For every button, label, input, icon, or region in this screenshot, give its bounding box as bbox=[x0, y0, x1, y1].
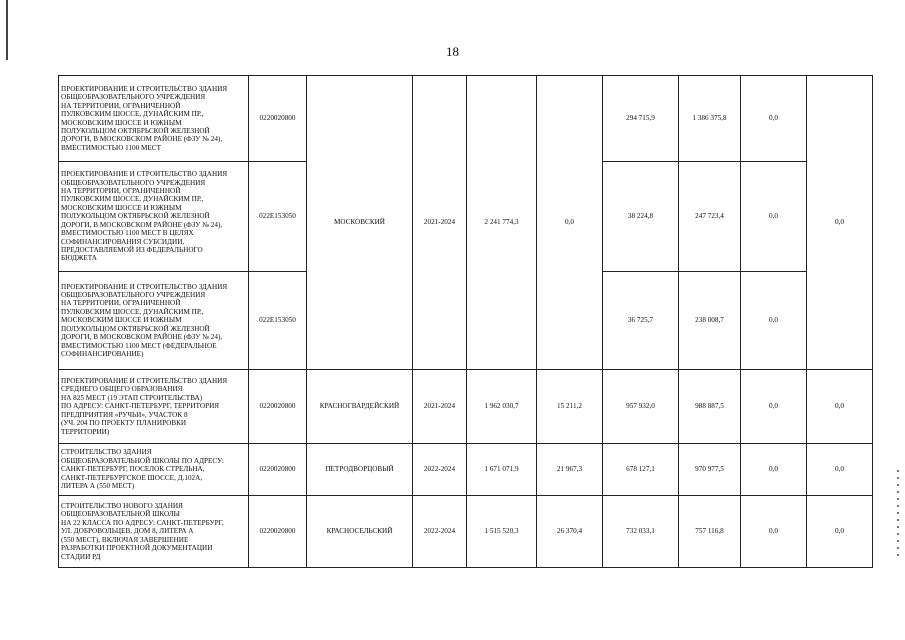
object-name-cell: ПРОЕКТИРОВАНИЕ И СТРОИТЕЛЬСТВО ЗДАНИЯ ОБЩЕОБРАЗОВАТЕЛЬНОГО УЧРЕЖДЕНИЯ НА ТЕРРИТОРИИ, ОГРАНИЧЕННОЙ ПУЛКОВСКИМ ШОССЕ, ДУНАЙСКИМ ПР., МОСКОВСКИМ ШОССЕ И ЮЖНЫМ ПОЛУКОЛЬЦОМ ОКТЯБРЬСКОЙ ЖЕЛЕЗНОЙ ДОРОГИ, В МОСКОВСКОМ РАЙОНЕ (ФЗУ № 24), ВМЕСТИМОСТЬЮ 1100 МЕСТ В ЦЕЛЯХ СОФИНАНСИРОВАНИЯ СУБСИДИИ, ПРЕДОСТАВЛЯЕМОЙ ИЗ ФЕДЕРАЛЬНОГО БЮДЖЕТА bbox=[59, 162, 249, 272]
after-period-cell: 0,0 bbox=[807, 370, 873, 444]
table-row bbox=[59, 444, 873, 496]
prior-funding-cell: 21 967,3 bbox=[537, 444, 603, 496]
year2-cell: 1 386 375,8 bbox=[679, 76, 741, 162]
year3-cell: 0,0 bbox=[741, 272, 807, 370]
district-cell: ПЕТРОДВОРЦОВЫЙ bbox=[307, 444, 413, 496]
total-cost-cell: 1 671 071,9 bbox=[467, 444, 537, 496]
year2-cell: 247 723,4 bbox=[679, 162, 741, 272]
object-name-cell: ПРОЕКТИРОВАНИЕ И СТРОИТЕЛЬСТВО ЗДАНИЯ ОБЩЕОБРАЗОВАТЕЛЬНОГО УЧРЕЖДЕНИЯ НА ТЕРРИТОРИИ, ОГРАНИЧЕННОЙ ПУЛКОВСКИМ ШОССЕ, ДУНАЙСКИМ ПР., МОСКОВСКИМ ШОССЕ И ЮЖНЫМ ПОЛУКОЛЬЦОМ ОКТЯБРЬСКОЙ ЖЕЛЕЗНОЙ ДОРОГИ, В МОСКОВСКОМ РАЙОНЕ (ФЗУ № 24), ВМЕСТИМОСТЬЮ 1100 МЕСТ bbox=[59, 76, 249, 162]
year3-cell: 0,0 bbox=[741, 444, 807, 496]
year1-cell: 38 224,8 bbox=[603, 162, 679, 272]
period-cell: 2021-2024 bbox=[413, 76, 467, 370]
after-period-cell: 0,0 bbox=[807, 496, 873, 568]
budget-code-cell: 0220020800 bbox=[249, 444, 307, 496]
budget-code-cell: 022E153050 bbox=[249, 162, 307, 272]
budget-code-cell: 022E153050 bbox=[249, 272, 307, 370]
prior-funding-cell: 15 211,2 bbox=[537, 370, 603, 444]
district-cell: КРАСНОСЕЛЬСКИЙ bbox=[307, 496, 413, 568]
total-cost-cell: 1 962 030,7 bbox=[467, 370, 537, 444]
period-cell: 2021-2024 bbox=[413, 370, 467, 444]
table-row bbox=[59, 76, 873, 162]
period-cell: 2022-2024 bbox=[413, 444, 467, 496]
total-cost-cell: 1 515 520,3 bbox=[467, 496, 537, 568]
year2-cell: 757 116,8 bbox=[679, 496, 741, 568]
year2-cell: 988 887,5 bbox=[679, 370, 741, 444]
after-period-cell: 0,0 bbox=[807, 444, 873, 496]
total-cost-cell: 2 241 774,3 bbox=[467, 76, 537, 370]
prior-funding-cell: 26 370,4 bbox=[537, 496, 603, 568]
after-period-cell: 0,0 bbox=[807, 76, 873, 370]
year3-cell: 0,0 bbox=[741, 496, 807, 568]
year1-cell: 294 715,9 bbox=[603, 76, 679, 162]
year1-cell: 678 127,1 bbox=[603, 444, 679, 496]
object-name-cell: СТРОИТЕЛЬСТВО НОВОГО ЗДАНИЯ ОБЩЕОБРАЗОВАТЕЛЬНОЙ ШКОЛЫ НА 22 КЛАССА ПО АДРЕСУ: САНКТ-ПЕТЕРБУРГ, УЛ. ДОБРОВОЛЬЦЕВ, ДОМ 8, ЛИТЕРА А (550 МЕСТ), ВКЛЮЧАЯ ЗАВЕРШЕНИЕ РАЗРАБОТКИ ПРОЕКТНОЙ ДОКУМЕНТАЦИИ СТАДИИ РД bbox=[59, 496, 249, 568]
object-name-cell: СТРОИТЕЛЬСТВО ЗДАНИЯ ОБЩЕОБРАЗОВАТЕЛЬНОЙ ШКОЛЫ ПО АДРЕСУ: САНКТ-ПЕТЕРБУРГ, ПОСЕЛОК СТРЕЛЬНА, САНКТ-ПЕТЕРБУРГСКОЕ ШОССЕ, Д.102А, ЛИТЕРА А (550 МЕСТ) bbox=[59, 444, 249, 496]
objects-table bbox=[58, 75, 873, 568]
district-cell: МОСКОВСКИЙ bbox=[307, 76, 413, 370]
budget-code-cell: 0220020800 bbox=[249, 370, 307, 444]
object-name-cell: ПРОЕКТИРОВАНИЕ И СТРОИТЕЛЬСТВО ЗДАНИЯ СРЕДНЕГО ОБЩЕГО ОБРАЗОВАНИЯ НА 825 МЕСТ (19 ЭТАП СТРОИТЕЛЬСТВА) ПО АДРЕСУ: САНКТ-ПЕТЕРБУРГ, ТЕРРИТОРИЯ ПРЕДПРИЯТИЯ «РУЧЬИ», УЧАСТОК 8 (УЧ. 204 ПО ПРОЕКТУ ПЛАНИРОВКИ ТЕРРИТОРИИ) bbox=[59, 370, 249, 444]
scan-dot-marks bbox=[897, 470, 899, 560]
year1-cell: 36 725,7 bbox=[603, 272, 679, 370]
table-row bbox=[59, 496, 873, 568]
object-name-cell: ПРОЕКТИРОВАНИЕ И СТРОИТЕЛЬСТВО ЗДАНИЯ ОБЩЕОБРАЗОВАТЕЛЬНОГО УЧРЕЖДЕНИЯ НА ТЕРРИТОРИИ, ОГРАНИЧЕННОЙ ПУЛКОВСКИМ ШОССЕ, ДУНАЙСКИМ ПР., МОСКОВСКИМ ШОССЕ И ЮЖНЫМ ПОЛУКОЛЬЦОМ ОКТЯБРЬСКОЙ ЖЕЛЕЗНОЙ ДОРОГИ, В МОСКОВСКОМ РАЙОНЕ (ФЗУ № 24), ВМЕСТИМОСТЬЮ 1100 МЕСТ (ФЕДЕРАЛЬНОЕ СОФИНАНСИРОВАНИЕ) bbox=[59, 272, 249, 370]
year3-cell: 0,0 bbox=[741, 370, 807, 444]
year3-cell: 0,0 bbox=[741, 162, 807, 272]
budget-code-cell: 0220020800 bbox=[249, 76, 307, 162]
year1-cell: 732 033,1 bbox=[603, 496, 679, 568]
prior-funding-cell: 0,0 bbox=[537, 76, 603, 370]
year2-cell: 970 977,5 bbox=[679, 444, 741, 496]
period-cell: 2022-2024 bbox=[413, 496, 467, 568]
budget-code-cell: 0220020800 bbox=[249, 496, 307, 568]
year2-cell: 238 008,7 bbox=[679, 272, 741, 370]
table-row bbox=[59, 370, 873, 444]
district-cell: КРАСНОГВАРДЕЙСКИЙ bbox=[307, 370, 413, 444]
year3-cell: 0,0 bbox=[741, 76, 807, 162]
page-number: 18 bbox=[446, 44, 459, 59]
year1-cell: 957 932,0 bbox=[603, 370, 679, 444]
